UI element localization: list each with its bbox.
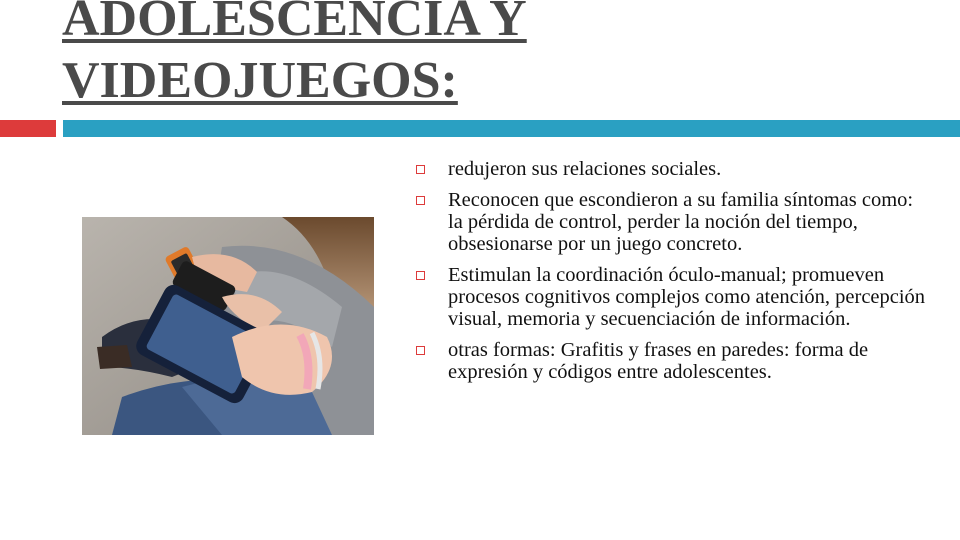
title-line-2: VIDEOJUEGOS: — [62, 52, 458, 109]
hollow-square-icon — [416, 165, 425, 174]
bullet-text: Estimulan la coordinación óculo-manual; promueven procesos cognitivos complejos como atención, percepción visual, memoria y secuenciación de información. — [448, 264, 926, 330]
bullet-text: otras formas: Grafitis y frases en paredes: forma de expresión y códigos entre adolescentes. — [448, 339, 869, 383]
bullet-list — [412, 158, 932, 392]
hollow-square-icon — [416, 271, 425, 280]
slide-title — [62, 0, 762, 112]
accent-bar-red — [0, 120, 56, 137]
hollow-square-icon — [416, 346, 425, 355]
hollow-square-icon — [416, 196, 425, 205]
accent-bar-teal — [63, 120, 960, 137]
bullet-text: Reconocen que escondieron a su familia síntomas como: la pérdida de control, perder la noción del tiempo, obsesionarse por un juego concreto. — [448, 189, 914, 255]
bullet-item — [412, 158, 932, 180]
bullet-item — [412, 189, 932, 255]
bullet-item — [412, 264, 932, 330]
bullet-item — [412, 339, 932, 383]
teens-using-phones-photo — [82, 217, 374, 435]
title-line-1: ADOLESCENCIA Y — [62, 0, 527, 47]
photo-illustration — [82, 217, 374, 435]
bullet-text: redujeron sus relaciones sociales. — [448, 158, 722, 180]
